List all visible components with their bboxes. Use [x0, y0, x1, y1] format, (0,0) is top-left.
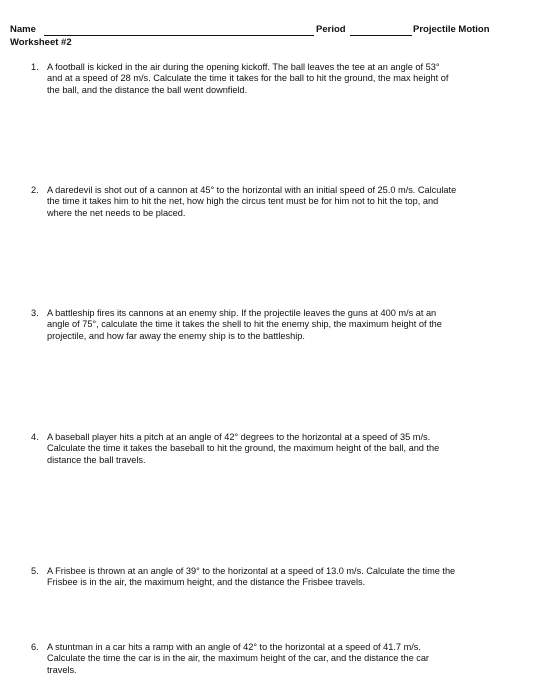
question-text: A battleship fires its cannons at an enemy ship. If the projectile leaves the guns at 400 m/s at an angle of 75°, calculate the time it takes the shell to hit the enemy ship, the maximum height of the projectile, and how far away the enemy ship is to the battleship.	[47, 308, 442, 341]
question-number: 1.	[31, 62, 39, 72]
name-label: Name	[10, 24, 36, 35]
question-text: A football is kicked in the air during the opening kickoff. The ball leaves the tee at an angle of 53° and at a speed of 28 m/s. Calculate the time it takes for the ball to hit the ground, the max height of the ball, and the distance the ball went downfield.	[47, 62, 449, 95]
name-blank-line	[44, 35, 314, 36]
question-number: 5.	[31, 566, 39, 576]
question-text: A daredevil is shot out of a cannon at 45° to the horizontal with an initial speed of 25.0 m/s. Calculate the time it takes him to hit the net, how high the circus tent must be for him not to hit the top, and where the net needs to be placed.	[47, 185, 457, 218]
question-text: A Frisbee is thrown at an angle of 39° to the horizontal at a speed of 13.0 m/s. Calculate the time the Frisbee is in the air, the maximum height, and the distance the Frisbee travels.	[47, 566, 456, 588]
period-label: Period	[316, 24, 346, 35]
worksheet-number: Worksheet #2	[10, 37, 72, 48]
question-number: 3.	[31, 308, 39, 318]
question-number: 4.	[31, 432, 39, 442]
question-number: 2.	[31, 185, 39, 195]
worksheet-title: Projectile Motion	[413, 24, 490, 35]
period-blank-line	[350, 35, 412, 36]
question-text: A baseball player hits a pitch at an angle of 42° degrees to the horizontal at a speed of 35 m/s. Calculate the time it takes the baseball to hit the ground, the maximum height of the ball, and the distance the ball travels.	[47, 432, 440, 465]
question-number: 6.	[31, 642, 39, 652]
question-text: A stuntman in a car hits a ramp with an angle of 42° to the horizontal at a speed of 41.7 m/s. Calculate the time the car is in the air, the maximum height of the car, and the distance the car travels.	[47, 642, 429, 675]
worksheet-header	[10, 24, 530, 38]
